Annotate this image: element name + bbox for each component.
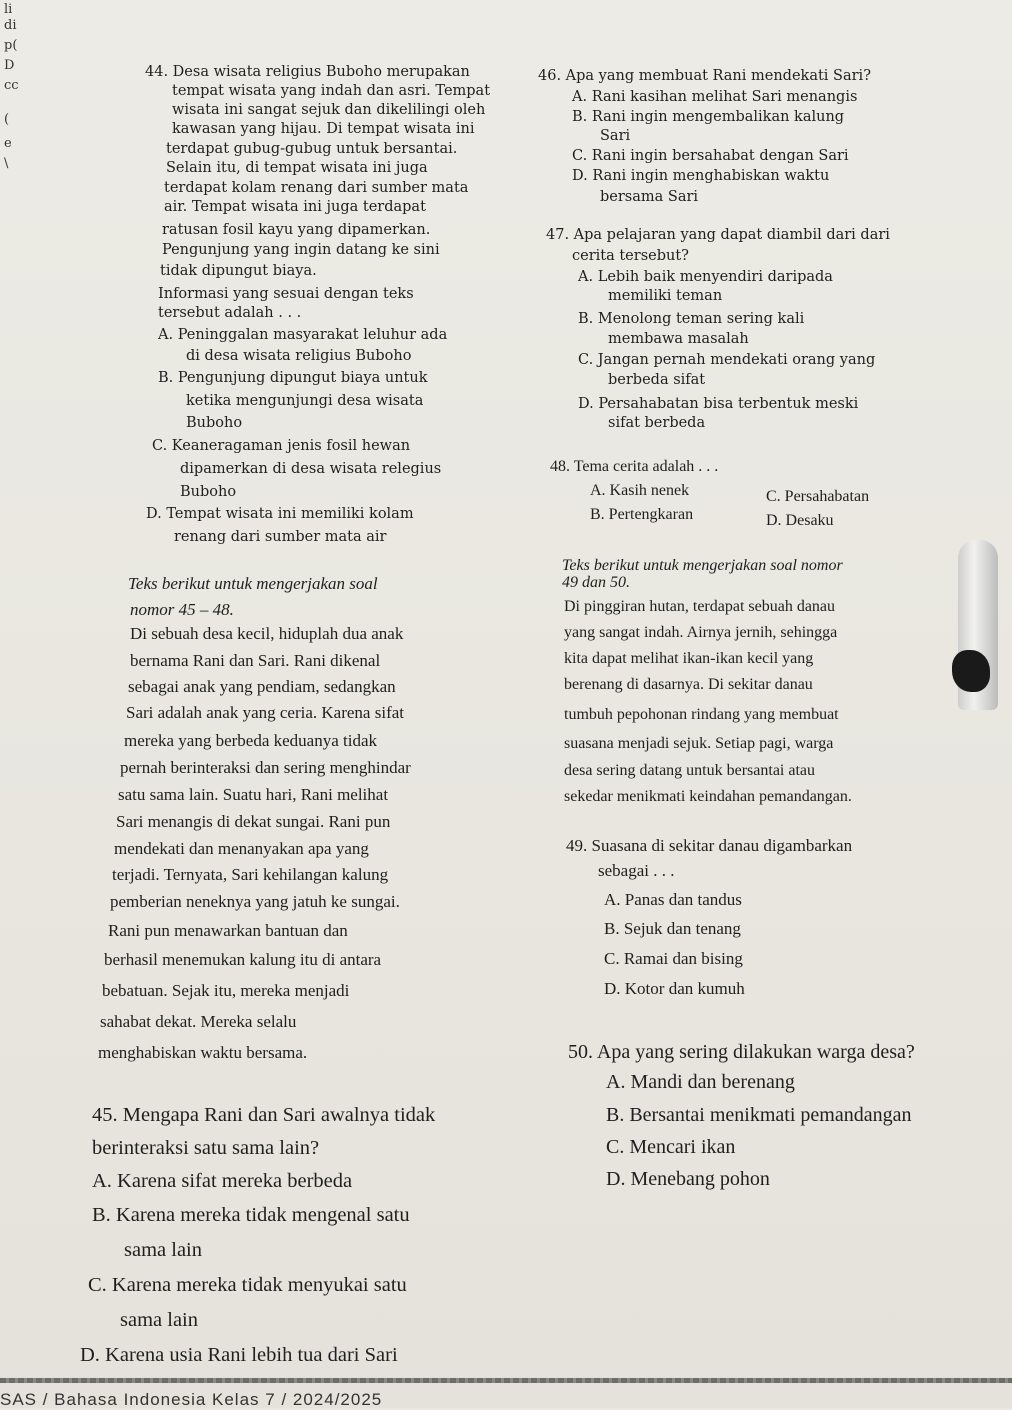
question-44-line: Informasi yang sesuai dengan teks (158, 286, 414, 302)
question-44-line: tidak dipungut biaya. (160, 263, 317, 279)
question-44-line: terdapat kolam renang dari sumber mata (164, 180, 469, 196)
passage-line: berenang di dasarnya. Di sekitar danau (564, 676, 813, 693)
question-49-line: 49. Suasana di sekitar danau digambarkan (566, 836, 853, 855)
margin-fragment: li (4, 2, 13, 17)
margin-fragment: e (4, 136, 12, 151)
option-c[interactable]: C. Rani ingin bersahabat dengan Sari (572, 148, 849, 164)
option-a[interactable]: A. Mandi dan berenang (606, 1071, 795, 1093)
pen-cap (952, 650, 990, 692)
passage-intro: Teks berikut untuk mengerjakan soal (128, 574, 378, 593)
question-44-line: terdapat gubug-gubug untuk bersantai. (166, 141, 458, 157)
passage-line: Sari menangis di dekat sungai. Rani pun (116, 812, 391, 831)
option-b[interactable]: B. Sejuk dan tenang (604, 919, 741, 938)
passage-line: pernah berinteraksi dan sering menghindar (120, 758, 411, 777)
question-47-line: 47. Apa pelajaran yang dapat diambil dari dari (546, 227, 890, 243)
option-b-cont: sama lain (124, 1239, 202, 1261)
question-44-line: air. Tempat wisata ini juga terdapat (164, 199, 426, 215)
option-d-cont: bersama Sari (600, 189, 699, 205)
option-d[interactable]: D. Persahabatan bisa terbentuk meski (578, 396, 859, 412)
option-a[interactable]: A. Rani kasihan melihat Sari menangis (572, 89, 858, 105)
passage-line: menghabiskan waktu bersama. (98, 1043, 308, 1062)
question-44-line: tersebut adalah . . . (158, 305, 302, 321)
question-46-line: 46. Apa yang membuat Rani mendekati Sari? (538, 68, 871, 84)
question-44-line: ratusan fosil kayu yang dipamerkan. (162, 222, 431, 238)
option-c[interactable]: C. Ramai dan bising (604, 949, 743, 968)
passage-line: sahabat dekat. Mereka selalu (100, 1012, 297, 1031)
option-b[interactable]: B. Bersantai menikmati pemandangan (606, 1104, 912, 1126)
passage-line: suasana menjadi sejuk. Setiap pagi, warga (564, 735, 834, 752)
margin-fragment: cc (4, 78, 19, 93)
option-b[interactable]: B. Menolong teman sering kali (578, 311, 805, 327)
question-44-line: kawasan yang hijau. Di tempat wisata ini (172, 121, 475, 137)
passage-line: sebagai anak yang pendiam, sedangkan (128, 677, 396, 696)
option-d-cont: renang dari sumber mata air (174, 529, 387, 545)
passage-line: desa sering datang untuk bersantai atau (564, 762, 816, 779)
option-a[interactable]: A. Lebih baik menyendiri daripada (578, 269, 833, 285)
option-b[interactable]: B. Pengunjung dipungut biaya untuk (158, 370, 428, 386)
passage-line: mendekati dan menanyakan apa yang (114, 839, 369, 858)
bottom-divider (0, 1378, 1012, 1383)
option-b[interactable]: B. Karena mereka tidak mengenal satu (92, 1204, 410, 1226)
option-c-cont: Buboho (180, 484, 237, 500)
option-c[interactable]: C. Persahabatan (766, 488, 870, 505)
question-50-text: 50. Apa yang sering dilakukan warga desa? (568, 1041, 915, 1063)
question-47-line: cerita tersebut? (572, 248, 689, 264)
passage-line: satu sama lain. Suatu hari, Rani melihat (118, 785, 389, 804)
question-44-line: Pengunjung yang ingin datang ke sini (162, 242, 440, 258)
passage-line: Sari adalah anak yang ceria. Karena sifat (126, 703, 404, 722)
option-b-cont: Buboho (186, 415, 243, 431)
passage-line: berhasil menemukan kalung itu di antara (104, 950, 382, 969)
option-d[interactable]: D. Tempat wisata ini memiliki kolam (146, 506, 414, 522)
margin-fragment: di (4, 18, 17, 33)
option-b-cont: ketika mengunjungi desa wisata (186, 393, 424, 409)
option-a[interactable]: A. Kasih nenek (590, 482, 690, 499)
passage-line: Di sebuah desa kecil, hiduplah dua anak (130, 624, 404, 643)
option-b[interactable]: B. Rani ingin mengembalikan kalung (572, 109, 845, 125)
option-a[interactable]: A. Karena sifat mereka berbeda (92, 1170, 353, 1192)
question-48-text: 48. Tema cerita adalah . . . (550, 458, 719, 475)
option-c[interactable]: C. Mencari ikan (606, 1136, 736, 1158)
passage-intro: Teks berikut untuk mengerjakan soal nomor (562, 557, 843, 574)
option-d[interactable]: D. Menebang pohon (606, 1168, 770, 1190)
question-44-line: tempat wisata yang indah dan asri. Tempat (172, 83, 491, 99)
passage-line: bebatuan. Sejak itu, mereka menjadi (102, 981, 350, 1000)
option-c[interactable]: C. Jangan pernah mendekati orang yang (578, 352, 876, 368)
margin-fragment: D (4, 58, 15, 73)
footer-text: SAS / Bahasa Indonesia Kelas 7 / 2024/2025 (0, 1390, 383, 1409)
option-b-cont: Sari (600, 128, 631, 144)
question-45-line: berinteraksi satu sama lain? (92, 1137, 320, 1159)
option-a-cont: memiliki teman (608, 288, 723, 304)
question-44-line: 44. Desa wisata religius Buboho merupakan (145, 64, 470, 80)
passage-line: pemberian neneknya yang jatuh ke sungai. (110, 892, 400, 911)
option-a-cont: di desa wisata religius Buboho (186, 348, 412, 364)
option-d[interactable]: D. Rani ingin menghabiskan waktu (572, 168, 830, 184)
option-c-cont: dipamerkan di desa wisata relegius (180, 461, 442, 477)
option-d-cont: sifat berbeda (608, 415, 706, 431)
passage-line: Rani pun menawarkan bantuan dan (108, 921, 348, 940)
passage-line: kita dapat melihat ikan-ikan kecil yang (564, 650, 814, 667)
passage-line: yang sangat indah. Airnya jernih, sehingga (564, 624, 838, 641)
option-b[interactable]: B. Pertengkaran (590, 506, 694, 523)
option-c[interactable]: C. Karena mereka tidak menyukai satu (88, 1274, 407, 1296)
option-d[interactable]: D. Desaku (766, 512, 834, 529)
question-49-line: sebagai . . . (598, 861, 675, 880)
passage-intro: 49 dan 50. (562, 574, 630, 591)
margin-fragment: \ (4, 156, 9, 171)
margin-fragment: ( (4, 112, 10, 127)
option-d[interactable]: D. Karena usia Rani lebih tua dari Sari (80, 1344, 398, 1366)
passage-line: bernama Rani dan Sari. Rani dikenal (130, 651, 381, 670)
option-b-cont: membawa masalah (608, 331, 749, 347)
passage-line: tumbuh pepohonan rindang yang membuat (564, 706, 839, 723)
question-44-line: Selain itu, di tempat wisata ini juga (166, 160, 428, 176)
option-c-cont: berbeda sifat (608, 372, 706, 388)
option-c-cont: sama lain (120, 1309, 198, 1331)
option-c[interactable]: C. Keaneragaman jenis fosil hewan (152, 438, 411, 454)
question-45-line: 45. Mengapa Rani dan Sari awalnya tidak (92, 1104, 436, 1126)
passage-intro: nomor 45 – 48. (130, 600, 234, 619)
passage-line: terjadi. Ternyata, Sari kehilangan kalung (112, 865, 389, 884)
margin-fragment: p( (4, 38, 18, 53)
passage-line: sekedar menikmati keindahan pemandangan. (564, 788, 852, 805)
passage-line: Di pinggiran hutan, terdapat sebuah danau (564, 598, 836, 615)
option-a[interactable]: A. Panas dan tandus (604, 890, 742, 909)
option-a[interactable]: A. Peninggalan masyarakat leluhur ada (158, 327, 448, 343)
question-44-line: wisata ini sangat sejuk dan dikelilingi oleh (172, 102, 486, 118)
option-d[interactable]: D. Kotor dan kumuh (604, 979, 745, 998)
passage-line: mereka yang berbeda keduanya tidak (124, 731, 377, 750)
